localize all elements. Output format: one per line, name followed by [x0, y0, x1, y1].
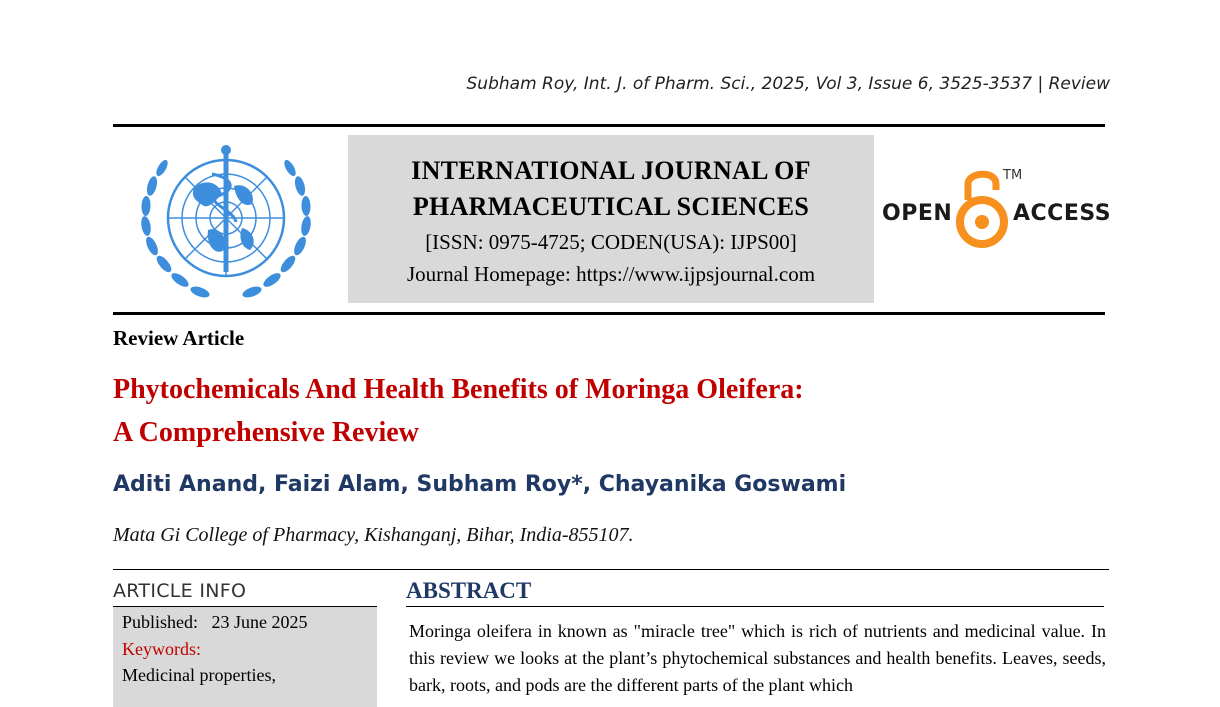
- trademark-mark: TM: [1003, 168, 1023, 183]
- article-type: Review Article: [113, 326, 245, 350]
- abstract-rule: [406, 606, 1104, 607]
- journal-title-line1: INTERNATIONAL JOURNAL OF: [411, 156, 811, 185]
- journal-banner: [348, 135, 874, 303]
- article-title-line1: Phytochemicals And Health Benefits of Moringa Oleifera:: [113, 374, 804, 405]
- keyword-item: Medicinal properties,: [122, 665, 276, 685]
- open-lock-icon: [956, 166, 1010, 252]
- journal-homepage: Journal Homepage: https://www.ijpsjournal.com: [406, 262, 816, 286]
- open-access-right-text: ACCESS: [1013, 201, 1112, 226]
- article-title-line2: A Comprehensive Review: [113, 417, 419, 448]
- un-emblem-logo: [124, 138, 328, 308]
- article-info-heading: ARTICLE INFO: [113, 580, 247, 602]
- article-info-box: [113, 607, 377, 707]
- open-access-logo: [880, 166, 1110, 252]
- citation-line: Subham Roy, Int. J. of Pharm. Sci., 2025, Vol 3, Issue 6, 3525-3537 | Review: [466, 74, 1110, 94]
- abstract-heading: ABSTRACT: [406, 578, 532, 603]
- affiliation: Mata Gi College of Pharmacy, Kishanganj, Bihar, India-855107.: [113, 524, 634, 546]
- author-list: Aditi Anand, Faizi Alam, Subham Roy*, Chayanika Goswami: [113, 472, 847, 497]
- header-bottom-rule: [113, 312, 1105, 315]
- abstract-text: Moringa oleifera in known as "miracle tree" which is rich of nutrients and medicinal value. In this review we looks at the plant’s phytochemical substances and health benefits. Leaves, seeds, bark, roots, and pods are the different parts of the plant which: [409, 621, 1106, 695]
- journal-issn: [ISSN: 0975-4725; CODEN(USA): IJPS00]: [425, 230, 797, 254]
- article-title: [113, 368, 1013, 454]
- keywords-label: Keywords:: [122, 639, 201, 659]
- open-access-left-text: OPEN: [882, 201, 953, 226]
- published-date: 23 June 2025: [211, 612, 308, 632]
- section-divider: [113, 569, 1109, 570]
- journal-title-line2: PHARMACEUTICAL SCIENCES: [412, 192, 810, 221]
- header-top-rule: [113, 124, 1105, 127]
- published-row: [122, 612, 308, 633]
- published-label: Published:: [122, 612, 199, 632]
